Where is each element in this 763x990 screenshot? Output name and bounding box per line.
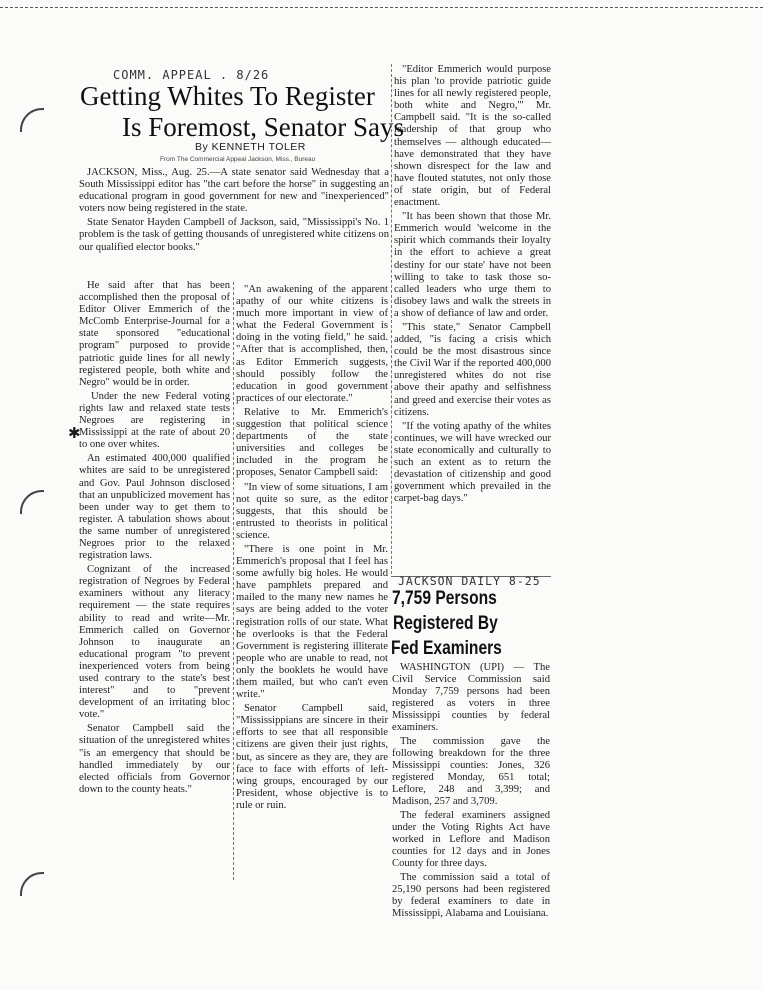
byline: By KENNETH TOLER [195,141,306,153]
side-paragraph: WASHINGTON (UPI) — The Civil Service Commission said Monday 7,759 persons had been registered as voters in three Mississippi counties by federal examiners. [392,662,550,733]
article-column-2 [236,284,388,814]
article-column-3 [394,64,551,507]
body-paragraph: "There is one point in Mr. Emmerich's proposal that I feel has some awfully big holes. He would have pamphlets prepared and mailed to the many new names he says are being added to the voter registration rolls of our state. What he overlooks is that the Federal Government is registering illiterate people who are unable to read, not only the booklets he would have them mailed, but who can't even write." [236,543,388,701]
binder-hole-mark [20,108,44,132]
body-paragraph: He said after that has been accomplished then the proposal of Editor Oliver Emmerich of the McComb Enterprise-Journal for a state sponsored "educational program" purposed to provide patriotic guide lines for all newly registered people, both white and Negro" would be in order. [79,280,230,388]
body-paragraph: Relative to Mr. Emmerich's suggestion that political science departments of the state universities and colleges be included in the program he proposes, Senator Campbell said: [236,406,388,479]
side-headline-line-2: Registered By [393,613,498,634]
lead-text [79,167,389,256]
side-headline-line-1: 7,759 Persons [392,588,497,609]
side-paragraph: The federal examiners assigned under the Voting Rights Act have worked in Leflore and Madison counties for 12 days and in Jones County for three days. [392,810,550,869]
side-clip-source-note: JACKSON DAILY 8-25 [398,574,541,588]
lead-paragraph: State Senator Hayden Campbell of Jackson, said, "Mississippi's No. 1 problem is the task of getting thousands of unregistered white citizens on our qualified elector books." [79,217,389,253]
body-paragraph: An estimated 400,000 qualified whites are said to be unregistered and Gov. Paul Johnson disclosed that an unpublicized movement has been under way to get them to register. A tabulation shows about the same number of unregistered Negroes prior to the relaxed registration laws. [79,453,230,562]
lead-paragraph: JACKSON, Miss., Aug. 25.—A state senator said Wednesday that a South Mississippi editor has "the cart before the horse" in suggesting an educational program in good government for new and "inexperienced" voters now being registered in the state. [79,167,389,215]
pen-star-mark: ✱ [68,424,81,442]
binder-hole-mark [20,490,44,514]
body-paragraph: "If the voting apathy of the whites continues, we will have wrecked our state economically and culturally to such an extent as to return the devastation of citizenship and good government which prevailed in the carpet-bag days." [394,420,551,505]
body-paragraph: Cognizant of the increased registration of Negroes by Federal examiners without any literacy requirement — the state requires ability to read and write—Mr. Emmerich called on Governor Johnson to inaugurate an educational program "to prevent inexperienced voters from being used contrary to the state's best interest" and to "prevent development of an irritating bloc vote." [79,564,230,721]
headline-line-1: Getting Whites To Register [80,81,375,111]
headline-line-2: Is Foremost, Senator Says [122,112,404,142]
scan-edge-line [0,7,763,8]
body-paragraph: "In view of some situations, I am not quite so sure, as the editor suggests, that this should be entrusted to theorists in political science. [236,481,388,541]
body-paragraph: "It has been shown that those Mr. Emmerich would 'welcome in the spirit which commands their loyalty in the effort to achieve a great destiny for our state' have not been willing to take to task those so-called leaders who urge them to disobey laws and walk the streets in a show of defiance of law and order. [394,211,551,319]
side-article-body [392,662,550,922]
side-headline-line-3: Fed Examiners [391,638,502,659]
side-paragraph: The commission said a total of 25,190 persons had been registered by federal examiners to date in Mississippi, Alabama and Louisiana. [392,872,550,919]
body-paragraph: "Editor Emmerich would purpose his plan 'to provide patriotic guide lines for all newly registered people, both white and Negro,'" Mr. Campbell said. "It is the so-called leadership of that group who themselves — although educated—have demonstrated that they have shown disrespect for the law and have flouted statutes, not only those of state origin, but of Federal enactment. [394,64,551,209]
body-paragraph: Senator Campbell said, "Mississippians are sincere in their efforts to see that all responsible citizens are given their just rights, but, as sincere as they are, they are face to face with efforts of left-wing groups, encouraged by our President, whose objective is to rule or ruin. [236,703,388,811]
column-divider [391,64,392,574]
article-column-1 [79,280,230,798]
side-paragraph: The commission gave the following breakdown for the three Mississippi counties: Jones, 326 registered Monday, 651 total; Leflore, 248 and 3,399; and Madison, 257 and 3,709. [392,736,550,807]
body-paragraph: "This state," Senator Campbell added, "is facing a crisis which could be the most disastrous since the Civil War if the reported 400,000 unregistered whites do not rise above their apathy and selfishness and greed and exercise their votes as citizens. [394,321,551,418]
column-divider [233,282,234,880]
body-paragraph: "An awakening of the apparent apathy of our white citizens is much more important in view of what the Federal Government is doing in the voting field," he said. "After that is accomplished, then, as Editor Emmerich suggests, should possibly follow the education in good government practices of our electorate." [236,284,388,404]
body-paragraph: Under the new Federal voting rights law and relaxed state tests Negroes are registering in Mississippi at the rate of about 20 to one over whites. [79,390,230,451]
binder-hole-mark [20,872,44,896]
body-paragraph: Senator Campbell said the situation of the unregistered whites "is an emergency that should be handled immediately by our elected officials from Governor down to the county heats." [79,723,230,795]
bureau-credit: From The Commercial Appeal Jackson, Miss., Bureau [160,156,316,163]
clip-source-note: COMM. APPEAL . 8/26 [113,68,270,82]
